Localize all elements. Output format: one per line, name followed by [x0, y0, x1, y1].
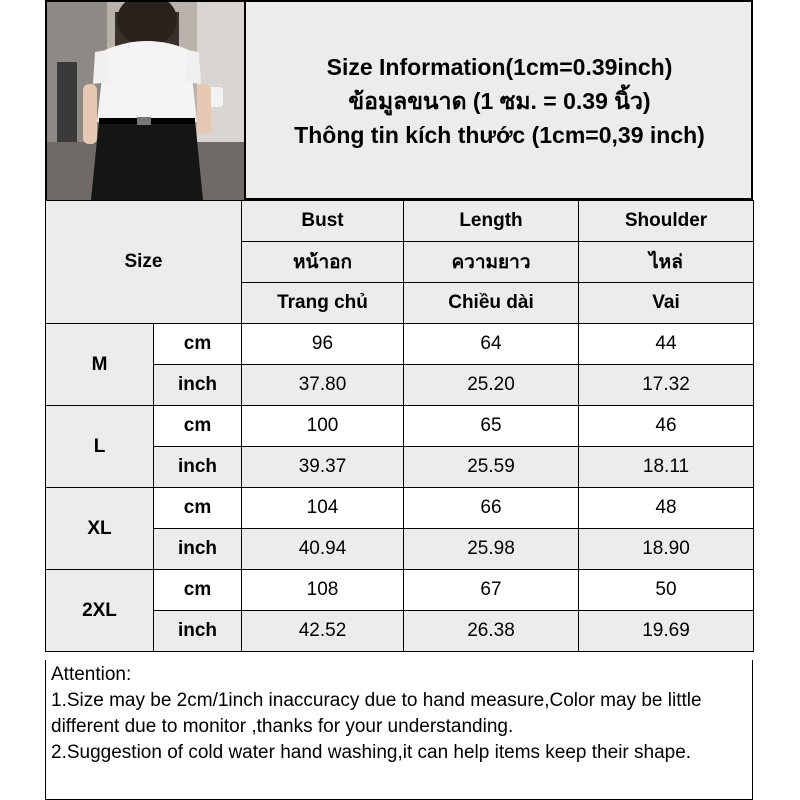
value-cell: 39.37: [242, 447, 404, 488]
table-row: [46, 488, 754, 529]
value-cell: 67: [404, 570, 579, 611]
value-cell: 25.59: [404, 447, 579, 488]
size-chart: [45, 0, 753, 800]
attention-heading: Attention:: [51, 664, 132, 685]
unit-label-cm: cm: [154, 488, 242, 529]
value-cell: 40.94: [242, 529, 404, 570]
unit-label-inch: inch: [154, 529, 242, 570]
title-english: Size Information(1cm=0.39inch): [326, 54, 673, 80]
attention-note-1: 1.Size may be 2cm/1inch inaccuracy due to hand measure,Color may be little different due to monitor ,thanks for your understanding.: [51, 690, 702, 737]
value-cell: 48: [579, 488, 754, 529]
unit-label-cm: cm: [154, 570, 242, 611]
title-block: [246, 2, 753, 200]
attention-note-2: 2.Suggestion of cold water hand washing,it can help items keep their shape.: [51, 742, 692, 763]
col-header-length-vi: Chiều dài: [404, 283, 579, 324]
value-cell: 64: [404, 324, 579, 365]
title-vietnamese: Thông tin kích thước (1cm=0,39 inch): [294, 122, 705, 148]
unit-label-cm: cm: [154, 324, 242, 365]
table-row: [46, 570, 754, 611]
col-header-shoulder-vi: Vai: [579, 283, 754, 324]
value-cell: 19.69: [579, 611, 754, 652]
value-cell: 65: [404, 406, 579, 447]
value-cell: 26.38: [404, 611, 579, 652]
value-cell: 46: [579, 406, 754, 447]
table-row: [46, 324, 754, 365]
value-cell: 100: [242, 406, 404, 447]
size-label-xl: XL: [46, 488, 154, 570]
value-cell: 18.11: [579, 447, 754, 488]
value-cell: 108: [242, 570, 404, 611]
value-cell: 18.90: [579, 529, 754, 570]
size-label-m: M: [46, 324, 154, 406]
unit-label-cm: cm: [154, 406, 242, 447]
value-cell: 96: [242, 324, 404, 365]
title-thai: ข้อมูลขนาด (1 ซม. = 0.39 นิ้ว): [348, 88, 651, 114]
col-header-shoulder-en: Shoulder: [579, 201, 754, 242]
table-row: [46, 406, 754, 447]
value-cell: 17.32: [579, 365, 754, 406]
col-header-bust-en: Bust: [242, 201, 404, 242]
header-panel: [45, 0, 753, 200]
value-cell: 37.80: [242, 365, 404, 406]
attention-notes: [45, 660, 753, 800]
size-table: [45, 200, 754, 652]
value-cell: 66: [404, 488, 579, 529]
value-cell: 42.52: [242, 611, 404, 652]
value-cell: 50: [579, 570, 754, 611]
model-photo-illustration: [47, 2, 244, 200]
size-header: Size: [46, 201, 242, 324]
col-header-bust-vi: Trang chủ: [242, 283, 404, 324]
col-header-length-th: ความยาว: [404, 242, 579, 283]
value-cell: 25.98: [404, 529, 579, 570]
col-header-length-en: Length: [404, 201, 579, 242]
unit-label-inch: inch: [154, 365, 242, 406]
size-label-2xl: 2XL: [46, 570, 154, 652]
value-cell: 104: [242, 488, 404, 529]
col-header-bust-th: หน้าอก: [242, 242, 404, 283]
col-header-shoulder-th: ไหล่: [579, 242, 754, 283]
unit-label-inch: inch: [154, 611, 242, 652]
size-label-l: L: [46, 406, 154, 488]
value-cell: 44: [579, 324, 754, 365]
value-cell: 25.20: [404, 365, 579, 406]
product-photo: [47, 2, 246, 200]
unit-label-inch: inch: [154, 447, 242, 488]
